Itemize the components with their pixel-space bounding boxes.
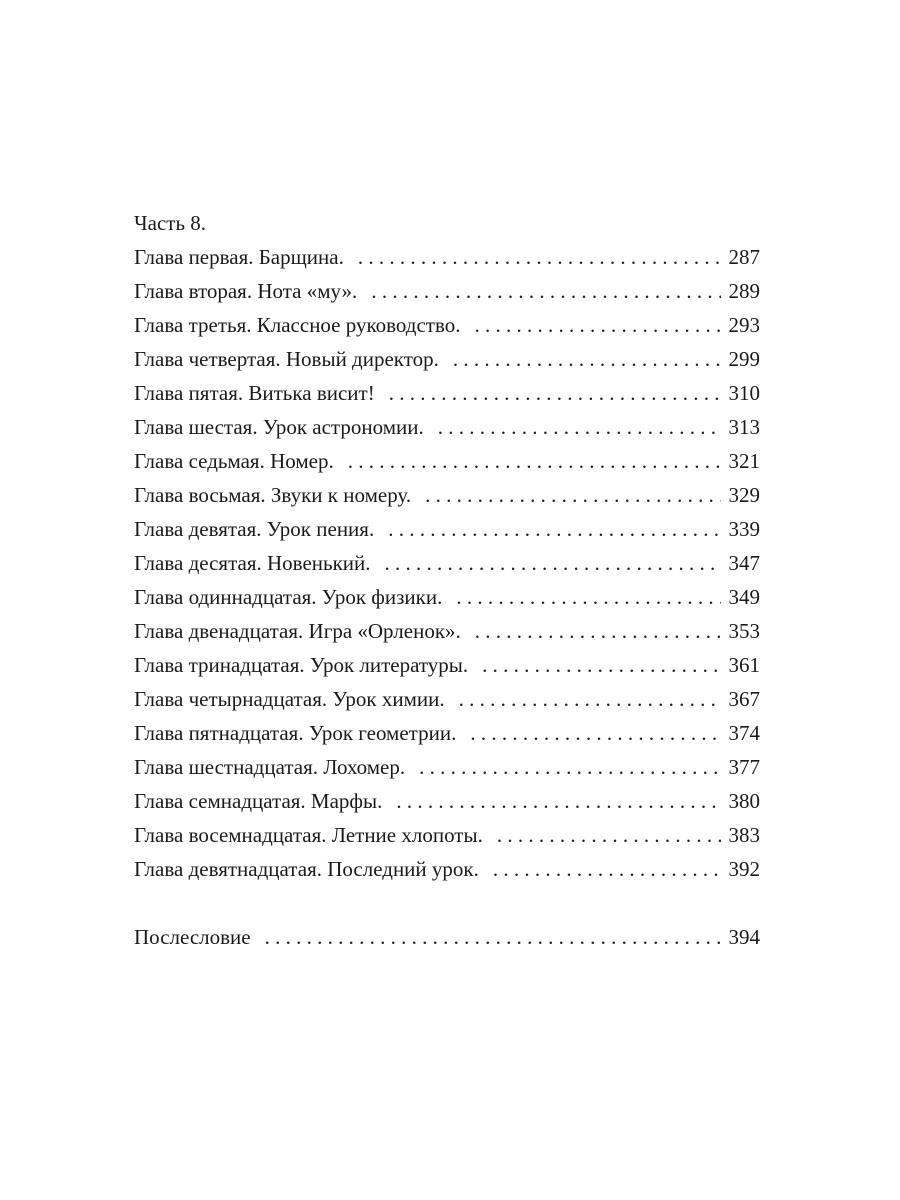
dot-leader: [348, 444, 721, 478]
chapter-title: Глава вторая. Нота «му».: [134, 279, 358, 303]
chapter-title: Глава третья. Классное руководство.: [134, 313, 461, 337]
chapter-title: Глава девятая. Урок пения.: [134, 517, 375, 541]
page-number: 367: [728, 687, 760, 711]
toc-entry: [134, 750, 760, 784]
chapter-title: Глава одиннадцатая. Урок физики.: [134, 585, 443, 609]
toc-entry: [134, 784, 760, 818]
toc-entry: [134, 682, 760, 716]
page-number: 349: [728, 585, 760, 609]
page-number: 289: [728, 279, 760, 303]
dot-leader: [425, 478, 720, 512]
chapter-title: Глава шестая. Урок астрономии.: [134, 415, 424, 439]
page-number: 329: [728, 483, 760, 507]
page-number: 299: [728, 347, 760, 371]
page-number: 361: [728, 653, 760, 677]
toc-entry: [134, 342, 760, 376]
dot-leader: [396, 784, 720, 818]
toc-entry: [134, 580, 760, 614]
page-number: 377: [728, 755, 760, 779]
page-number: 321: [728, 449, 760, 473]
toc-entry: [134, 818, 760, 852]
toc-entry: [134, 716, 760, 750]
dot-leader: [482, 648, 720, 682]
dot-leader: [385, 546, 721, 580]
page-number: 394: [728, 925, 760, 949]
chapter-title: Глава первая. Барщина.: [134, 245, 344, 269]
dot-leader: [456, 580, 720, 614]
toc-entry: [134, 376, 760, 410]
page-number: 310: [728, 381, 760, 405]
chapter-title: Глава шестнадцатая. Лохомер.: [134, 755, 406, 779]
dot-leader: [371, 274, 720, 308]
afterword-title: Послесловие: [134, 925, 251, 949]
dot-leader: [497, 818, 721, 852]
chapter-title: Глава семнадцатая. Марфы.: [134, 789, 383, 813]
dot-leader: [493, 852, 721, 886]
dot-leader: [475, 614, 721, 648]
chapter-title: Глава восемнадцатая. Летние хлопоты.: [134, 823, 483, 847]
chapter-title: Глава восьмая. Звуки к номеру.: [134, 483, 412, 507]
page-number: 383: [728, 823, 760, 847]
dot-leader: [459, 682, 721, 716]
dot-leader: [419, 750, 720, 784]
chapter-title: Глава десятая. Новенький.: [134, 551, 371, 575]
page-number: 313: [728, 415, 760, 439]
dot-leader: [389, 376, 721, 410]
chapter-title: Глава четвертая. Новый директор.: [134, 347, 439, 371]
dot-leader: [388, 512, 720, 546]
page-number: 347: [728, 551, 760, 575]
dot-leader: [474, 308, 720, 342]
chapter-title: Глава пятая. Витька висит!: [134, 381, 375, 405]
page-number: 380: [728, 789, 760, 813]
toc-entry: [134, 240, 760, 274]
toc-entry-afterword: [134, 920, 760, 954]
chapter-title: Глава четырнадцатая. Урок химии.: [134, 687, 445, 711]
section-spacer: [134, 886, 760, 920]
toc-entry: [134, 410, 760, 444]
toc-entry: [134, 274, 760, 308]
dot-leader: [438, 410, 721, 444]
toc-entry: [134, 308, 760, 342]
toc-entry: [134, 512, 760, 546]
page-number: 339: [728, 517, 760, 541]
dot-leader: [358, 240, 721, 274]
chapter-title: Глава седьмая. Номер.: [134, 449, 334, 473]
chapter-title: Глава девятнадцатая. Последний урок.: [134, 857, 479, 881]
dot-leader: [453, 342, 721, 376]
page-number: 293: [728, 313, 760, 337]
chapter-title: Глава двенадцатая. Игра «Орленок».: [134, 619, 461, 643]
dot-leader: [470, 716, 720, 750]
part-title: Часть 8.: [134, 211, 207, 235]
table-of-contents: [134, 206, 760, 954]
page-number: 392: [728, 857, 760, 881]
chapter-title: Глава пятнадцатая. Урок геометрии.: [134, 721, 457, 745]
toc-entry: [134, 852, 760, 886]
toc-entry: [134, 648, 760, 682]
toc-entry: [134, 614, 760, 648]
page-number: 374: [728, 721, 760, 745]
toc-entry: [134, 546, 760, 580]
toc-entry: [134, 444, 760, 478]
page-number: 287: [728, 245, 760, 269]
toc-entry: [134, 478, 760, 512]
page-number: 353: [728, 619, 760, 643]
dot-leader: [265, 920, 721, 954]
chapter-title: Глава тринадцатая. Урок литературы.: [134, 653, 469, 677]
